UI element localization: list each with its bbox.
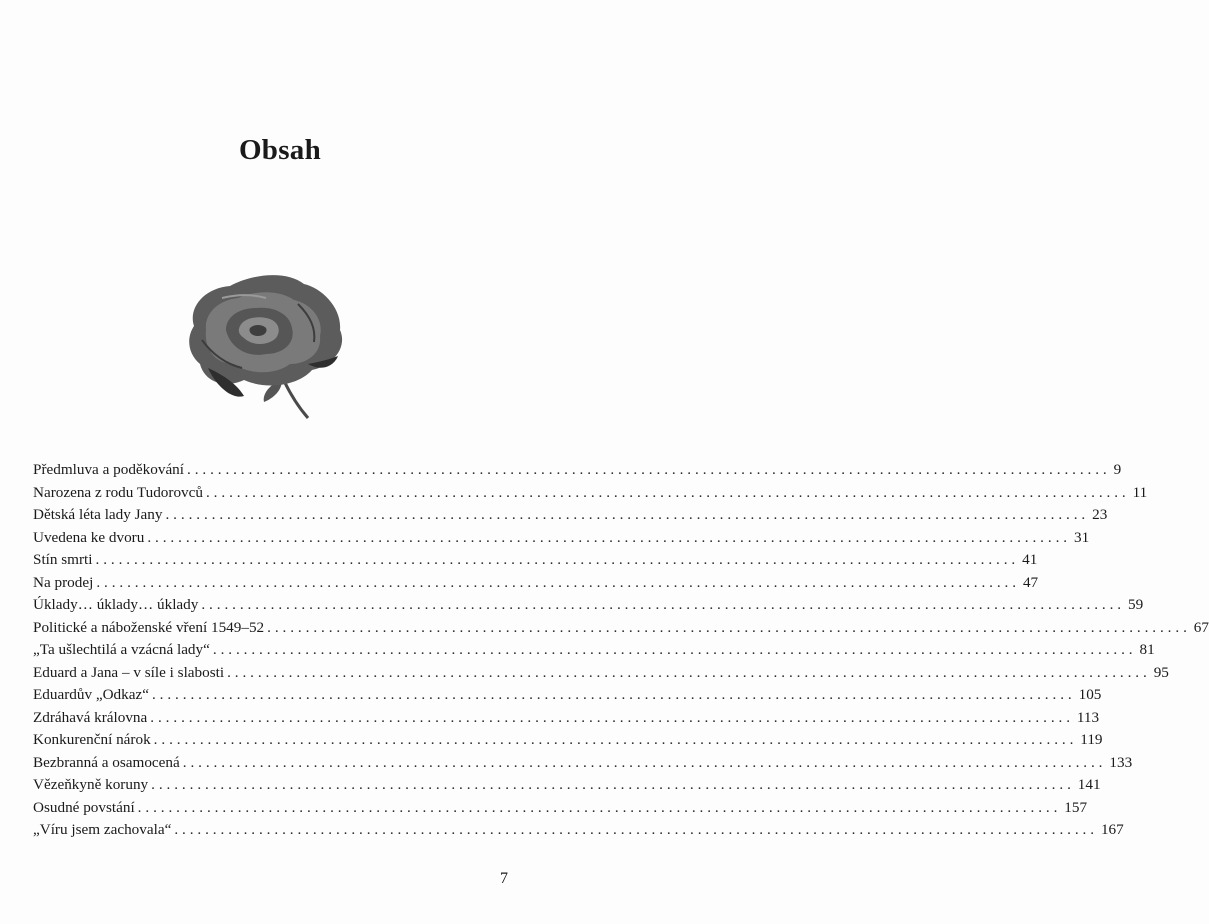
toc-leader-dots: ........................................................................................................................ <box>201 596 1125 613</box>
toc-entry-title: Na prodej <box>33 573 94 591</box>
toc-entry-title: Úklady… úklady… úklady <box>33 596 199 613</box>
toc-entry[interactable] <box>33 819 1124 842</box>
toc-entry-page: 41 <box>1022 551 1038 568</box>
toc-leader-dots: ........................................................................................................................ <box>165 506 1090 523</box>
toc-entry[interactable] <box>33 662 1169 685</box>
toc-entry-title: Předmluva a poděkování <box>33 461 184 478</box>
toc-leader-dots: ........................................................................................................................ <box>212 641 1137 658</box>
toc-entry-title: Eduardův „Odkaz“ <box>33 686 149 703</box>
toc-entry-page: 141 <box>1077 776 1101 793</box>
toc-entry-title: Osudné povstání <box>33 798 135 816</box>
toc-leader-dots: ........................................................................................................................ <box>151 686 1076 703</box>
toc-entry[interactable] <box>33 774 1101 797</box>
toc-entry-page: 167 <box>1100 821 1124 838</box>
toc-entry[interactable] <box>33 504 1108 527</box>
toc-entry-page: 59 <box>1127 596 1144 613</box>
toc-entry-page: 113 <box>1076 708 1100 726</box>
toc-entry[interactable] <box>33 617 1209 640</box>
toc-leader-dots: ........................................................................................................................ <box>267 618 1191 636</box>
toc-entry-page: 11 <box>1132 483 1148 501</box>
toc-entry[interactable] <box>33 594 1144 617</box>
toc-entry-page: 105 <box>1078 686 1102 703</box>
toc-entry[interactable] <box>33 707 1100 730</box>
toc-entry[interactable] <box>33 459 1122 482</box>
toc-leader-dots: ........................................................................................................................ <box>151 776 1075 793</box>
toc-entry-title: Narozena z rodu Tudorovců <box>33 483 203 501</box>
toc-entry[interactable] <box>33 729 1103 752</box>
toc-entry-title: „Víru jsem zachovala“ <box>33 821 172 838</box>
toc-entry-page: 95 <box>1153 663 1169 681</box>
toc-entry-page: 67 <box>1193 618 1209 636</box>
toc-entry-page: 9 <box>1113 461 1122 478</box>
page-number: 7 <box>500 870 508 887</box>
toc-entry-page: 133 <box>1109 753 1133 771</box>
toc-entry-page: 47 <box>1022 573 1039 591</box>
toc-entry-title: Konkurenční nárok <box>33 731 151 748</box>
toc-entry-title: Uvedena ke dvoru <box>33 528 145 546</box>
toc-leader-dots: ........................................................................................................................ <box>147 528 1071 546</box>
toc-leader-dots: ........................................................................................................................ <box>153 731 1078 748</box>
toc-leader-dots: ........................................................................................................................ <box>96 573 1020 591</box>
toc-leader-dots: ........................................................................................................................ <box>95 551 1020 568</box>
toc-leader-dots: ........................................................................................................................ <box>182 753 1107 771</box>
toc-leader-dots: ........................................................................................................................ <box>205 483 1130 501</box>
toc-entry-page: 23 <box>1092 506 1108 523</box>
toc-entry[interactable] <box>33 527 1090 550</box>
toc-leader-dots: ........................................................................................................................ <box>187 461 1111 478</box>
toc-entry-title: Dětská léta lady Jany <box>33 506 163 523</box>
toc-leader-dots: ........................................................................................................................ <box>150 708 1074 726</box>
rose-icon <box>182 268 352 420</box>
toc-entry-title: Politické a náboženské vření 1549–52 <box>33 618 265 636</box>
toc-entry[interactable] <box>33 549 1038 572</box>
toc-entry[interactable] <box>33 797 1088 820</box>
toc-entry-page: 31 <box>1073 528 1090 546</box>
toc-entry-title: „Ta ušlechtilá a vzácná lady“ <box>33 641 210 658</box>
toc-leader-dots: ........................................................................................................................ <box>227 663 1151 681</box>
toc-entry[interactable] <box>33 752 1133 775</box>
toc-entry-title: Bezbranná a osamocená <box>33 753 180 771</box>
table-of-contents <box>33 459 1209 842</box>
toc-entry-title: Eduard a Jana – v síle i slabosti <box>33 663 225 681</box>
toc-entry[interactable] <box>33 684 1102 707</box>
toc-entry[interactable] <box>33 639 1155 662</box>
page-title: Obsah <box>238 134 322 166</box>
toc-entry-title: Vězeňkyně koruny <box>33 776 149 793</box>
toc-entry-page: 81 <box>1139 641 1155 658</box>
toc-entry-title: Zdráhavá královna <box>33 708 148 726</box>
toc-entry-page: 119 <box>1080 731 1103 748</box>
toc-entry-page: 157 <box>1064 798 1088 816</box>
toc-entry[interactable] <box>33 572 1039 595</box>
toc-entry-title: Stín smrti <box>33 551 93 568</box>
toc-leader-dots: ........................................................................................................................ <box>137 798 1062 816</box>
toc-leader-dots: ........................................................................................................................ <box>174 821 1098 838</box>
toc-entry[interactable] <box>33 482 1148 505</box>
